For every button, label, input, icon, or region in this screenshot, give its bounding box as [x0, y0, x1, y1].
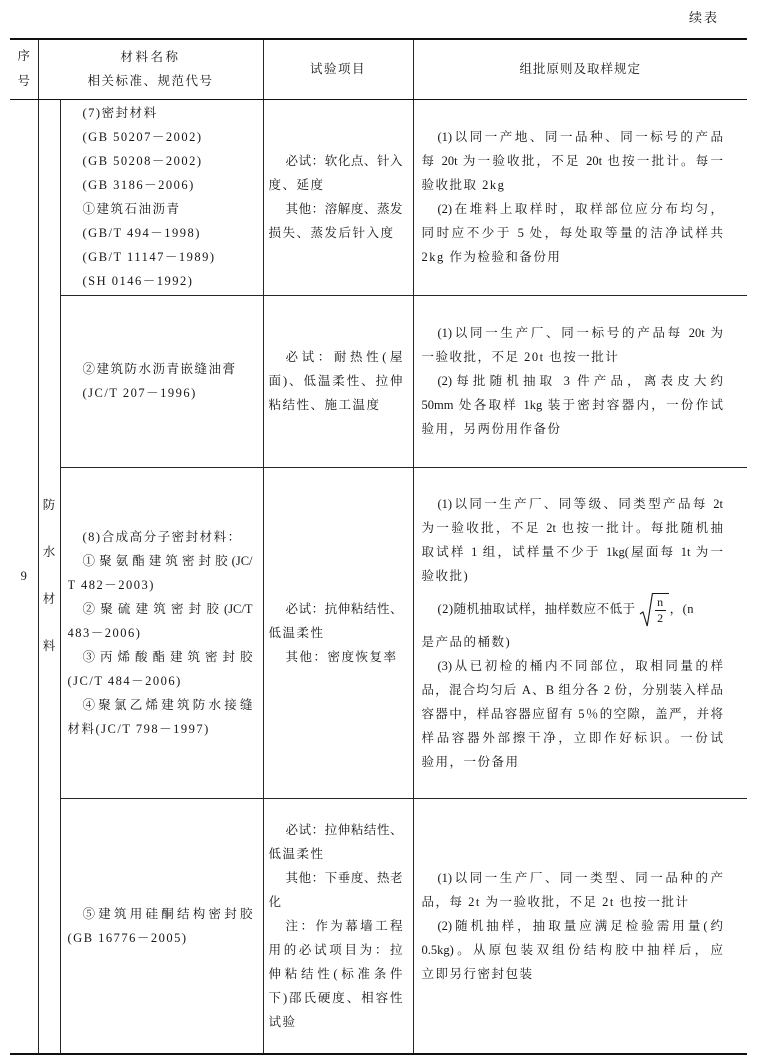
- sampling-rule-line: (3)从已初检的桶内不同部位，取相同量的样: [437, 658, 724, 673]
- sampling-rule-line: 验收批取 2kg: [421, 178, 506, 192]
- test-item-line: 低温柔性: [268, 625, 325, 640]
- material-line: ④聚氯乙烯建筑防水接缝: [82, 697, 253, 712]
- test-item-line: 其他：密度恢复率: [285, 649, 398, 664]
- header-material-subtitle: 相关标准、规范代号: [87, 74, 214, 89]
- category-cell: [38, 99, 60, 1054]
- radical-sign-icon: [639, 592, 653, 628]
- material-line: (8)合成高分子密封材料：: [82, 529, 242, 544]
- sampling-rules-cell: [413, 99, 747, 295]
- sampling-rule-line-with-formula: [422, 588, 724, 630]
- test-item-line: 面)、低温柔性、拉伸: [268, 374, 403, 388]
- table-row: [10, 99, 747, 295]
- sampling-rule-line: 验收批): [421, 568, 470, 583]
- test-item-line: 必试：拉伸粘结性、: [285, 822, 403, 837]
- test-item-line: 必试：耐热性(屋: [285, 350, 403, 364]
- test-items-cell: [263, 798, 413, 1054]
- material-line: 材料(JC/T 798－1997): [67, 721, 210, 736]
- formula-trail-text: ，(n: [669, 601, 695, 616]
- material-line: (7)密封材料: [82, 106, 158, 120]
- category-label: 防水材料: [42, 498, 56, 654]
- sampling-rule-line: 取试样 1 组，试样量不少于 1kg(屋面每 1t 为一: [421, 544, 724, 559]
- test-item-line: 伸粘结性(标准条件: [268, 966, 403, 981]
- sampling-rules-cell: [413, 295, 747, 467]
- table-row: [10, 798, 747, 1054]
- test-item-line: 低温柔性: [268, 846, 325, 861]
- fraction-denominator: 2: [657, 610, 664, 625]
- material-cell: [60, 798, 263, 1054]
- sampling-rule-line: 品，每 2t 为一验收批，不足 2t 也按一批计: [421, 894, 690, 909]
- material-line: ⑤建筑用硅酮结构密封胶: [82, 906, 253, 921]
- sampling-rule-line: (2)在堆料上取样时，取样部位应分布均匀，: [437, 202, 724, 216]
- test-item-line: 粘结性、施工温度: [268, 398, 381, 412]
- material-line: (GB 16776－2005): [67, 930, 188, 945]
- material-cell: [60, 467, 263, 798]
- test-items-cell: [263, 467, 413, 798]
- test-item-line: 下)邵氏硬度、相容性: [268, 990, 403, 1005]
- material-line: (GB/T 494－1998): [82, 226, 201, 240]
- header-sampling-cell: [413, 39, 747, 99]
- material-line: ③丙烯酸酯建筑密封胶: [82, 649, 253, 664]
- sampling-rule-line: 2kg 作为检验和备份用: [421, 250, 562, 264]
- sampling-rule-line: 50mm 处各取样 1kg 装于密封容器内，一份作试: [421, 398, 724, 412]
- test-item-line: 化: [268, 894, 283, 909]
- sampling-rule-line: 品，混合均匀后 A、B 组分各 2 份，分别装入样品: [421, 682, 724, 697]
- material-line: (GB/T 11147－1989): [82, 250, 216, 264]
- fraction-numerator: n: [657, 594, 664, 609]
- formula-lead-text: (2)随机抽取试样，抽样数应不低于: [437, 601, 636, 616]
- table-row: [10, 467, 747, 798]
- material-line: (SH 0146－1992): [82, 274, 194, 288]
- test-item-line: 损失、蒸发后针入度: [268, 226, 395, 240]
- sampling-rule-line: 立即另行密封包装: [421, 966, 534, 981]
- sampling-rule-line: 验用，另两份用作备份: [421, 422, 562, 436]
- sampling-rule-line: (1)以同一生产厂、同一类型、同一品种的产: [437, 870, 724, 885]
- test-items-cell: [263, 99, 413, 295]
- sampling-rule-line: 是产品的桶数): [421, 634, 512, 649]
- material-line: (JC/T 484－2006): [67, 673, 182, 688]
- material-line: ①建筑石油沥青: [82, 202, 181, 216]
- continuation-label: 续表: [689, 10, 720, 25]
- header-test-items: 试验项目: [310, 62, 367, 77]
- sampling-rule-line: 样品容器外部擦干净，立即作好标识。一份试: [421, 730, 724, 745]
- sampling-rule-line: 验用，一份备用: [421, 754, 520, 769]
- square-root-expression: [639, 592, 669, 628]
- header-index: 序号: [17, 49, 30, 89]
- header-row: [10, 39, 747, 99]
- test-item-line: 其他：溶解度、蒸发: [285, 202, 403, 216]
- material-cell: [60, 295, 263, 467]
- material-cell: [60, 99, 263, 295]
- test-item-line: 用的必试项目为：拉: [268, 942, 403, 957]
- header-sampling-rules: 组批原则及取样规定: [519, 62, 642, 77]
- sampling-rule-line: 为一验收批，不足 2t 也按一批计。每批随机抽: [421, 520, 724, 535]
- sampling-rule-line: 一验收批，不足 20t 也按一批计: [421, 350, 620, 364]
- sampling-rule-line: (1)以同一产地、同一品种、同一标号的产品: [437, 130, 724, 144]
- material-line: (GB 50208－2002): [82, 154, 203, 168]
- table-row: [10, 295, 747, 467]
- group-index-cell: [10, 99, 38, 1054]
- material-line: ②建筑防水沥青嵌缝油膏: [82, 362, 237, 376]
- sampling-rule-line: 容器中，样品容器应留有 5％的空隙，盖严，并将: [421, 706, 724, 721]
- sampling-rule-line: (1)以同一生产厂、同一标号的产品每 20t 为: [437, 326, 724, 340]
- sampling-rule-line: (2)每批随机抽取 3 件产品，离表皮大约: [437, 374, 724, 388]
- sampling-rules-cell: [413, 798, 747, 1054]
- test-item-line: 试验: [268, 1014, 297, 1029]
- header-test-items-cell: [263, 39, 413, 99]
- sampling-rule-line: 每 20t 为一验收批，不足 20t 也按一批计。每一: [421, 154, 724, 168]
- test-item-line: 注：作为幕墙工程: [285, 918, 403, 933]
- sampling-rule-line: 同时应不少于 5 处，每处取等量的洁净试样共: [421, 226, 724, 240]
- sampling-rule-line: (1)以同一生产厂、同等级、同类型产品每 2t: [437, 496, 724, 511]
- material-line: (GB 50207－2002): [82, 130, 203, 144]
- material-line: (GB 3186－2006): [82, 178, 195, 192]
- sampling-rule-line: 0.5kg)。从原包装双组份结构胶中抽样后，应: [421, 942, 724, 957]
- header-material-title: 材料名称: [120, 50, 181, 65]
- test-item-line: 必试：抗伸粘结性、: [285, 601, 403, 616]
- test-spec-table: [10, 38, 747, 1055]
- header-material-cell: [38, 39, 263, 99]
- material-line: ②聚硫建筑密封胶(JC/T: [82, 601, 253, 616]
- group-index: 9: [20, 569, 27, 584]
- test-items-cell: [263, 295, 413, 467]
- material-line: 483－2006): [67, 625, 142, 640]
- sampling-rule-line: (2)随机抽样，抽取量应满足检验需用量(约: [437, 918, 724, 933]
- header-index-cell: [10, 39, 38, 99]
- sampling-rules-cell: [413, 467, 747, 798]
- material-line: ①聚氨酯建筑密封胶(JC/: [82, 553, 253, 568]
- test-item-line: 必试：软化点、针入: [285, 154, 403, 168]
- material-line: (JC/T 207－1996): [82, 386, 197, 400]
- test-item-line: 度、延度: [268, 178, 325, 192]
- test-item-line: 其他：下垂度、热老: [285, 870, 403, 885]
- fraction: [653, 593, 669, 625]
- material-line: T 482－2003): [67, 577, 155, 592]
